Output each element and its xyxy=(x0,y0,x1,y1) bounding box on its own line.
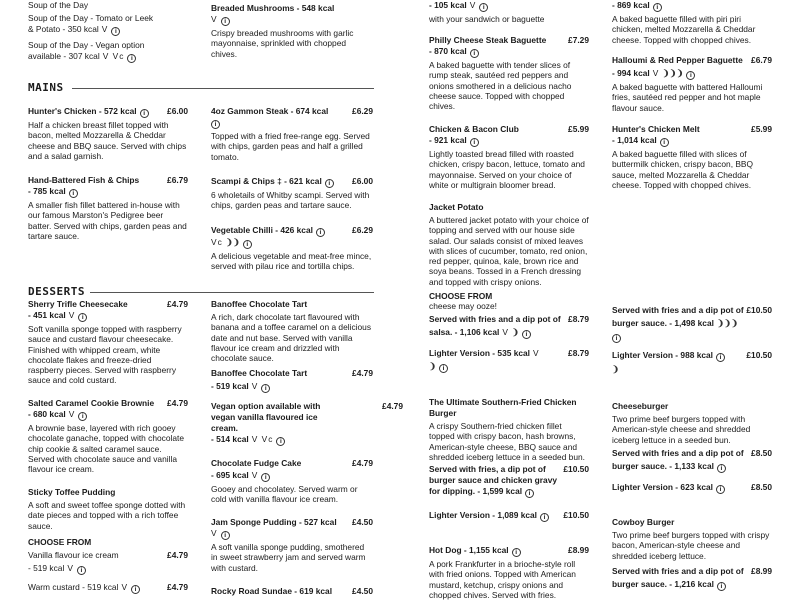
price: £8.79 xyxy=(568,348,589,358)
item-description: Topped with a fried free-range egg. Served with chips, garden peas and half a grilled tomato. xyxy=(211,131,370,162)
chili-icon: ❩❩❩ xyxy=(716,318,739,328)
chili-icon: ❩ xyxy=(429,361,437,371)
price: £4.79 xyxy=(167,549,188,560)
price: £8.99 xyxy=(568,545,589,555)
vegetarian-icon: V xyxy=(251,381,259,391)
mains-divider xyxy=(72,88,374,89)
vegetarian-icon: V xyxy=(251,470,259,480)
menu-item-cheeseburger: Cheeseburger Two prime beef burgers topped with American-style cheese and shredded iceberg lettuce in a seeded bun. xyxy=(612,401,772,445)
item-description: A baked baguette filled with slices of buttermilk chicken, crispy bacon, BBQ sauce, melted Mozzarella & Cheddar cheese. Topped with chopped chives. xyxy=(612,149,754,190)
menu-item-breaded-mushrooms: Breaded Mushrooms - 548 kcal V i Crispy breaded mushrooms with garlic mayonnaise, sprinkled with chopped chives. xyxy=(211,3,373,59)
price: £4.79 xyxy=(167,398,188,408)
price: £4.79 xyxy=(167,581,188,592)
soup-option-2: Soup of the Day - Vegan option xyxy=(28,40,145,50)
info-icon[interactable]: i xyxy=(261,473,270,482)
option-cheeseburger-lighter: Lighter Version - 623 kcal i £8.50 xyxy=(612,482,772,493)
info-icon[interactable]: i xyxy=(525,489,534,498)
item-description: Soft vanilla sponge topped with raspberry sauce and custard flavour cheesecake. Finished with whipped cream, white chocolate flakes and freeze-dried raspberry pieces. Served with raspberry sauce and cold custard. xyxy=(28,324,182,386)
menu-item-chocolate-fudge-cake: Chocolate Fudge Cake £4.79 - 695 kcal V i Gooey and chocolatey. Served warm or cold with vanilla flavour ice cream. xyxy=(211,458,373,505)
item-description: A smaller fish fillet battered in-house with our famous Marston's Pedigree beer batter. Served with chips, garden peas and tartare sauce. xyxy=(28,200,187,241)
item-description: Half a chicken breast fillet topped with bacon, melted Mozzarella & Cheddar cheese and BBQ sauce. Served with chips and a salad garnish. xyxy=(28,120,187,161)
chili-icon: ❩❩❩ xyxy=(662,68,684,78)
info-icon[interactable]: i xyxy=(522,330,531,339)
price: £8.50 xyxy=(751,482,772,492)
mains-heading: MAINS xyxy=(28,81,64,94)
vegetarian-icon: V xyxy=(652,68,660,78)
option-ice-cream-kcal: - 519 kcal V i xyxy=(28,563,188,575)
price: £8.79 xyxy=(568,314,589,324)
info-icon[interactable]: i xyxy=(716,485,725,494)
info-icon[interactable]: i xyxy=(221,531,230,540)
info-icon[interactable]: i xyxy=(243,240,252,249)
info-icon[interactable]: i xyxy=(612,334,621,343)
price: £4.79 xyxy=(352,368,373,378)
soup-section xyxy=(28,0,188,63)
info-icon[interactable]: i xyxy=(470,138,479,147)
price: £4.50 xyxy=(352,517,373,527)
price: £10.50 xyxy=(746,305,772,315)
col4-top: - 869 kcal i A baked baguette filled with piri piri chicken, melted Mozzarella & Cheddar cheese. Topped with chopped chives. xyxy=(612,0,772,45)
menu-item-salted-caramel-brownie: Salted Caramel Cookie Brownie £4.79 - 680 kcal V i A brownie base, layered with rich gooey chocolate ganache, topped with chocolate chip cookie & salted caramel sauce. Served with chocolate sauce and vanilla flavour ice cream. xyxy=(28,398,188,475)
option-cowboy-fries: Served with fries and a dip pot of £8.99 burger sauce. - 1,216 kcal i xyxy=(612,566,772,590)
menu-item-cowboy-burger: Cowboy Burger Two prime beef burgers topped with crispy bacon, American-style cheese and shredded iceberg lettuce. xyxy=(612,517,772,561)
menu-item-hunters-chicken-melt: Hunter's Chicken Melt £5.99 - 1,014 kcal i A baked baguette filled with slices of buttermilk chicken, crispy bacon, BBQ sauce, melted Mozzarella & Cheddar cheese. Topped with chopped chives. xyxy=(612,124,772,190)
price: £6.29 xyxy=(352,225,373,235)
info-icon[interactable]: i xyxy=(211,120,220,129)
vegetarian-icon: V xyxy=(211,528,218,538)
menu-item-hunters-chicken: Hunter's Chicken - 572 kcal i £6.00 Half a chicken breast fillet topped with bacon, melted Mozzarella & Cheddar cheese and BBQ sauce. Served with chips and a salad garnish. xyxy=(28,106,188,161)
menu-item-vegan-option: Vegan option available with vegan vanilla flavoured ice cream. £4.79 - 514 kcal V Vc i xyxy=(211,401,403,445)
info-icon[interactable]: i xyxy=(221,17,230,26)
menu-item-halloumi-baguette: Halloumi & Red Pepper Baguette £6.79 - 994 kcal V ❩❩❩ i A baked baguette with battered Halloumi fries, sautéed red pepper and hot maple flavour sauce. xyxy=(612,55,772,113)
info-icon[interactable]: i xyxy=(276,437,285,446)
price: £6.29 xyxy=(352,106,373,116)
price: £5.99 xyxy=(568,124,589,134)
info-icon[interactable]: i xyxy=(479,3,488,12)
menu-item-sticky-toffee: Sticky Toffee Pudding A soft and sweet toffee sponge dotted with date pieces and topped with a rich toffee sauce. CHOOSE FROM Vanilla flavour ice cream £4.79 - 519 kcal V i Warm custard - 519 kcal V i £4.79 xyxy=(28,487,188,593)
menu-item-fish-chips: Hand-Battered Fish & Chips £6.79 - 785 kcal i A smaller fish fillet battered in-house with our famous Marston's Pedigree beer batter. Served with chips, garden peas and tartare sauce. xyxy=(28,175,188,241)
col3-top: - 105 kcal V i with your sandwich or baguette xyxy=(429,0,589,24)
item-description: with your sandwich or baguette xyxy=(429,14,545,24)
chili-icon: ❩❩ xyxy=(225,237,240,247)
info-icon[interactable]: i xyxy=(140,109,149,118)
price: £8.50 xyxy=(751,448,772,458)
vegan-icon: V Vc xyxy=(102,51,125,61)
option-lighter-535: Lighter Version - 535 kcal V £8.79 ❩ i xyxy=(429,348,589,372)
info-icon[interactable]: i xyxy=(660,138,669,147)
item-description: A soft vanilla sponge pudding, smothered in sweet strawberry jam and served warm with custard. xyxy=(211,542,366,573)
option-southern-fries: Served with fries, a dip pot of £10.50 burger sauce and chicken gravy for dipping. - 1,599 kcal i xyxy=(429,464,589,497)
price: £6.79 xyxy=(751,55,772,65)
item-description: A delicious vegetable and meat-free mince, served with pilau rice and tortilla chips. xyxy=(211,251,372,272)
vegan-icon: V Vc xyxy=(251,434,274,444)
info-icon[interactable]: i xyxy=(69,189,78,198)
item-description: Two prime beef burgers topped with American-style cheese and shredded iceberg lettuce in a seeded bun. xyxy=(612,414,751,445)
option-ice-cream: Vanilla flavour ice cream £4.79 xyxy=(28,549,188,560)
chili-icon: ❩ xyxy=(612,364,620,374)
item-description: Crispy breaded mushrooms with garlic mayonnaise, sprinkled with chopped chives. xyxy=(211,28,354,59)
vegetarian-icon: V xyxy=(502,327,509,337)
choose-sub: cheese may ooze! xyxy=(429,301,497,312)
price: £10.50 xyxy=(563,464,589,474)
item-description: Gooey and chocolatey. Served warm or cold with vanilla flavour ice cream. xyxy=(211,484,358,505)
menu-item-gammon-steak: 4oz Gammon Steak - 674 kcal £6.29 i Topped with a fried free-range egg. Served with chips, garden peas and half a grilled tomato. xyxy=(211,106,373,162)
info-icon[interactable]: i xyxy=(512,548,521,557)
info-icon[interactable]: i xyxy=(470,49,479,58)
menu-item-jam-sponge: Jam Sponge Pudding - 527 kcal £4.50 V i A soft vanilla sponge pudding, smothered in sweet strawberry jam and served warm with custard. xyxy=(211,517,373,573)
item-description: A baked baguette with tender slices of rump steak, sautéed red peppers and onions smothered in a delicious nacho cheese sauce. Topped with chopped chives. xyxy=(429,60,572,112)
info-icon[interactable]: i xyxy=(78,313,87,322)
price: £5.99 xyxy=(751,124,772,134)
price: £4.50 xyxy=(352,586,373,596)
menu-item-jacket-potato: Jacket Potato A buttered jacket potato with your choice of topping and served with our house side salad. Our salads consist of mixed leaves with slices of cucumber, tomato, red onion, red pepper, quinoa, kale, brown rice and soya beans. Tossed in a French dressing and topped with crispy onions. CHOOSE FROM cheese may ooze! xyxy=(429,202,589,312)
option-salsa: Served with fries and a dip pot of £8.79 salsa. - 1,106 kcal V ❩ i xyxy=(429,314,589,338)
soup-option-1: Soup of the Day - Tomato or Leek xyxy=(28,13,154,23)
info-icon[interactable]: i xyxy=(439,364,448,373)
price: £4.79 xyxy=(382,401,403,411)
price: £4.79 xyxy=(352,458,373,468)
option-lighter-1089: Lighter Version - 1,089 kcal i £10.50 xyxy=(429,510,589,521)
menu-item-sherry-trifle: Sherry Trifle Cheesecake £4.79 - 451 kcal V i Soft vanilla sponge topped with raspberry sauce and custard flavour cheesecake. Finished with whipped cream, white chocolate flakes and freeze-dried raspberry pieces. Served with raspberry sauce and cold custard. xyxy=(28,299,188,386)
vegan-icon: Vc xyxy=(211,237,223,247)
item-description: A baked baguette with battered Halloumi fries, sautéed red pepper and hot maple flavour sauce. xyxy=(612,82,763,113)
option-custard: Warm custard - 519 kcal V i £4.79 xyxy=(28,581,188,593)
menu-item-southern-fried-burger: The Ultimate Southern-Fried Chicken Burger A crispy Southern-fried chicken fillet topped with crispy bacon, hash browns, American-style cheese, BBQ sauce and shredded iceberg lettuce in a seeded bun. xyxy=(429,397,589,462)
price: £10.50 xyxy=(563,510,589,520)
info-icon[interactable]: i xyxy=(540,513,549,522)
info-icon[interactable]: i xyxy=(325,179,334,188)
price: £10.50 xyxy=(746,350,772,360)
info-icon[interactable]: i xyxy=(653,3,662,12)
choose-from-label: CHOOSE FROM xyxy=(429,291,493,302)
info-icon[interactable]: i xyxy=(716,353,725,362)
vegetarian-icon: V xyxy=(101,24,109,34)
vegetarian-icon: V xyxy=(121,581,129,592)
desserts-heading: DESSERTS xyxy=(28,285,85,298)
info-icon[interactable]: i xyxy=(316,228,325,237)
price: £7.29 xyxy=(568,35,589,45)
vegetarian-icon: V xyxy=(68,409,76,419)
option-lighter-988: Lighter Version - 988 kcal i £10.50 ❩ xyxy=(612,350,772,374)
price: £4.79 xyxy=(167,299,188,309)
desserts-divider xyxy=(90,292,374,293)
info-icon[interactable]: i xyxy=(77,566,86,575)
vegetarian-icon: V xyxy=(68,310,76,320)
menu-item-vegetable-chilli: Vegetable Chilli - 426 kcal i £6.29 Vc ❩❩ i A delicious vegetable and meat-free mince, served with pilau rice and tortilla chips. xyxy=(211,225,373,272)
item-description: Two prime beef burgers topped with crispy bacon, American-style cheese and shredded iceberg lettuce. xyxy=(612,530,770,561)
item-description: A rich, dark chocolate tart flavoured with banana and a toffee caramel on a delicious date and nut base. Served with vanilla flavour ice cream and drizzled with chocolate sauce. xyxy=(211,312,372,364)
item-description: 6 wholetails of Whitby scampi. Served with chips, garden peas and tartare sauce. xyxy=(211,190,370,211)
soup-option-1b: & Potato - 350 kcal V i xyxy=(28,24,188,36)
item-description: Lightly toasted bread filled with roasted chicken, crispy bacon, lettuce, tomato and mayonnaise. Served on your choice of white or multigrain bloomer bread. xyxy=(429,149,585,190)
menu-item-banoffee-tart: Banoffee Chocolate Tart A rich, dark chocolate tart flavoured with banana and a toffee caramel on a delicious date and nut base. Served with vanilla flavour ice cream and drizzled with chocolate sauce. xyxy=(211,299,372,364)
vegetarian-icon: V xyxy=(469,0,477,10)
soup-option-2b: available - 307 kcal V Vc i xyxy=(28,51,188,63)
info-icon[interactable]: i xyxy=(717,464,726,473)
soup-title: Soup of the Day xyxy=(28,0,89,10)
price: £6.00 xyxy=(352,176,373,186)
option-cheeseburger-fries: Served with fries and a dip pot of £8.50 burger sauce. - 1,133 kcal i xyxy=(612,448,772,472)
info-icon[interactable]: i xyxy=(78,412,87,421)
menu-item-banoffee-tart-kcal: Banoffee Chocolate Tart £4.79 - 519 kcal V i xyxy=(211,368,373,392)
price: £6.00 xyxy=(167,106,188,116)
vegetarian-icon: V xyxy=(211,14,218,24)
menu-item-scampi: Scampi & Chips ‡ - 621 kcal i £6.00 6 wholetails of Whitby scampi. Served with chips, garden peas and tartare sauce. xyxy=(211,176,373,211)
choose-from-label: CHOOSE FROM xyxy=(28,536,92,547)
info-icon[interactable]: i xyxy=(131,585,140,594)
info-icon[interactable]: i xyxy=(261,384,270,393)
info-icon[interactable]: i xyxy=(111,27,120,36)
item-description: A baked baguette filled with piri piri chicken, melted Mozzarella & Cheddar cheese. Topped with chopped chives. xyxy=(612,14,756,45)
menu-item-rocky-road: Rocky Road Sundae - 619 kcal £4.50 xyxy=(211,586,373,596)
menu-item-chicken-bacon-club: Chicken & Bacon Club £5.99 - 921 kcal i Lightly toasted bread filled with roasted chicken, crispy bacon, lettuce, tomato and mayonnaise. Served on your choice of white or multigrain bloomer bread. xyxy=(429,124,589,190)
item-description: A brownie base, layered with rich gooey chocolate ganache, topped with chocolate chip cookie & salted caramel sauce. Served with chocolate sauce and vanilla flavour ice cream. xyxy=(28,423,184,475)
item-description: A pork Frankfurter in a brioche-style roll with fried onions. Topped with American mustard, ketchup, crispy onions and chopped chives. Served with fries. xyxy=(429,559,576,600)
info-icon[interactable]: i xyxy=(717,582,726,591)
item-description: A crispy Southern-fried chicken fillet topped with crispy bacon, hash browns, American-style cheese, BBQ sauce and shredded iceberg lettuce in a seeded bun. xyxy=(429,421,585,462)
vegetarian-icon: V xyxy=(67,562,74,573)
menu-item-hot-dog: Hot Dog - 1,155 kcal i £8.99 A pork Frankfurter in a brioche-style roll with fried onions. Topped with American mustard, ketchup, crispy onions and chopped chives. Served with fries. xyxy=(429,545,589,600)
info-icon[interactable]: i xyxy=(127,54,136,63)
option-burger-1498: Served with fries and a dip pot of £10.50 burger sauce. - 1,498 kcal ❩❩❩ i xyxy=(612,305,772,342)
chili-icon: ❩ xyxy=(511,327,519,337)
item-description: A soft and sweet toffee sponge dotted with date pieces and topped with a rich toffee sauce. xyxy=(28,500,186,531)
item-description: A buttered jacket potato with your choice of topping and served with our house side salad. Our salads consist of mixed leaves with slices of cucumber, tomato, red onion, red pepper, quinoa, kale, brown rice and soya beans. Tossed in a French dressing and topped with crispy onions. xyxy=(429,215,589,287)
info-icon[interactable]: i xyxy=(686,71,695,80)
menu-item-philly-cheese-steak: Philly Cheese Steak Baguette £7.29 - 870 kcal i A baked baguette with tender slices of rump steak, sautéed red peppers and onions smothered in a delicious nacho cheese sauce. Topped with chopped chives. xyxy=(429,35,589,112)
vegetarian-icon: V xyxy=(533,348,540,358)
price: £6.79 xyxy=(167,175,188,185)
price: £8.99 xyxy=(751,566,772,576)
